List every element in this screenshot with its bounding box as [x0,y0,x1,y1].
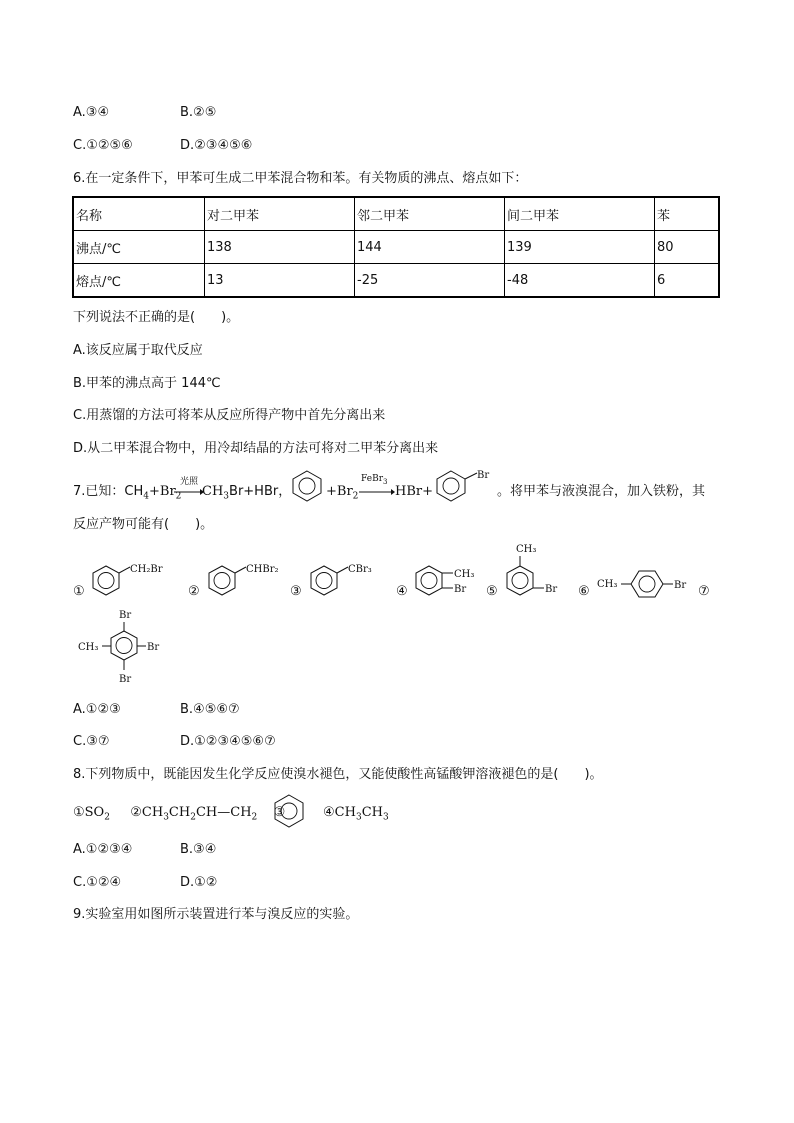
formula: Br+HBr， [229,484,292,499]
item: ①SO [73,805,105,820]
group-label: CHBr₂ [246,564,279,575]
benzene-ring-icon [289,469,325,503]
q5-option-b: B.②⑤ [180,105,217,120]
table-cell: 139 [505,231,655,264]
group-label: Br [119,674,132,685]
reagent: +Br [149,484,176,499]
subscript: 4 [143,491,149,502]
table-cell: 对二甲苯 [205,197,355,231]
item: CH [195,805,218,820]
q7-line2: 反应产物可能有( )。 [73,517,214,532]
q6-option-b: B.甲苯的沸点高于 144℃ [73,376,221,391]
group-label: Br [674,580,687,591]
q7-known-reaction [73,483,181,506]
br-label: Br [477,470,490,481]
item: ④CH [323,805,356,820]
meta-bromotoluene-icon [502,540,572,606]
item: CH [168,805,191,820]
item-number: ④ [396,584,408,599]
q7-option-b: B.④⑤⑥⑦ [180,702,240,717]
subscript: 2 [251,812,258,823]
item-number: ③ [290,584,302,599]
q8-option-b: B.③④ [180,842,217,857]
q6-question: 下列说法不正确的是( )。 [73,310,240,325]
item-number: ② [188,584,200,599]
ortho-bromotoluene-icon [411,562,481,604]
q8-stem: 8.下列物质中，既能因发生化学反应使溴水褪色，又能使酸性高锰酸钾溶液褪色的是( )。 [73,767,603,782]
table-cell: 138 [205,231,355,264]
q5-option-d: D.②③④⑤⑥ [180,138,253,153]
reaction-arrow-icon [359,488,395,496]
table-cell: 6 [655,264,720,298]
table-cell: 13 [205,264,355,298]
table-cell: 间二甲苯 [505,197,655,231]
group-label: Br [454,584,467,595]
para-bromotoluene-icon [597,566,699,606]
group-label: Br [545,584,558,595]
table-cell: 80 [655,231,720,264]
condition-febr3 [361,474,387,486]
table-cell: 144 [355,231,505,264]
molecule-4 [411,562,481,608]
item: CH [361,805,383,820]
subscript: 3 [383,477,388,486]
benzene-ring-icon [272,793,306,829]
molecule-5 [502,540,572,610]
table-cell: -48 [505,264,655,298]
q7-hbr: HBr+ [395,484,433,499]
q8-option-c: C.①②④ [73,875,122,890]
molecule-7 [76,606,186,692]
molecule-3 [306,562,381,606]
table-row [73,264,719,298]
q7-product1 [202,483,291,506]
q7-option-c: C.③⑦ [73,734,110,749]
item-number: ⑥ [578,584,590,599]
reaction-arrow-icon [174,488,204,496]
subscript: 3 [163,812,169,823]
subscript: 2 [190,812,196,823]
q7-prefix: 7.已知：CH [73,484,144,499]
q9-stem: 9.实验室用如图所示装置进行苯与溴反应的实验。 [73,907,359,922]
q5-option-c: C.①②⑤⑥ [73,138,133,153]
table-cell: 沸点/℃ [73,231,205,264]
subscript: 3 [355,812,362,823]
q7-reagent2 [326,483,358,506]
subscript: 2 [352,491,359,502]
benzal-bromide-icon [204,562,284,602]
item: ③ [273,805,286,820]
q7-option-d: D.①②③④⑤⑥⑦ [180,734,276,749]
table-row [73,231,719,264]
benzyl-bromide-icon [88,562,168,602]
group-label: CH₂Br [130,564,163,575]
item-number: ⑦ [698,584,710,599]
item-number: ⑤ [486,584,498,599]
tribromotoluene-icon [76,606,186,688]
subscript: 2 [175,491,182,502]
benzotribromide-icon [306,562,381,602]
group-label: CH₃ [454,569,475,580]
group-label: CH₃ [597,579,618,590]
q7-option-a: A.①②③ [73,702,121,717]
molecule-1 [88,562,168,606]
item: CH [230,805,252,820]
item: ②CH [130,805,164,820]
q6-option-a: A.该反应属于取代反应 [73,343,203,358]
condition-light: 光照 [179,477,198,487]
q8-item4 [323,804,389,827]
double-bond: — [217,805,231,820]
subscript: 3 [223,491,230,502]
group-label: CBr₃ [348,564,372,575]
q7-tail: 。将甲苯与液溴混合，加入铁粉，其 [497,484,706,499]
properties-table [72,196,720,298]
group-label: CH₃ [516,544,537,555]
item-number: ① [73,584,85,599]
subscript: 3 [382,812,389,823]
formula: +Br [326,484,353,499]
q8-option-a: A.①②③④ [73,842,133,857]
subscript: 2 [104,812,110,823]
molecule-6 [597,566,699,610]
table-row [73,197,719,231]
table-cell: 苯 [655,197,720,231]
q6-option-d: D.从二甲苯混合物中，用冷却结晶的方法可将对二甲苯分离出来 [73,441,439,456]
group-label: Br [119,610,132,621]
q8-items [73,804,285,827]
formula: CH [202,484,224,499]
group-label: Br [147,642,160,653]
formula: FeBr [361,474,383,484]
q5-option-a: A.③④ [73,105,110,120]
table-cell: 邻二甲苯 [355,197,505,231]
table-cell: 熔点/℃ [73,264,205,298]
table-cell: 名称 [73,197,205,231]
q6-option-c: C.用蒸馏的方法可将苯从反应所得产物中首先分离出来 [73,408,386,423]
table-cell: -25 [355,264,505,298]
molecule-2 [204,562,284,606]
group-label: CH₃ [78,642,99,653]
q8-option-d: D.①② [180,875,218,890]
q6-stem: 6.在一定条件下，甲苯可生成二甲苯混合物和苯。有关物质的沸点、熔点如下： [73,171,528,186]
